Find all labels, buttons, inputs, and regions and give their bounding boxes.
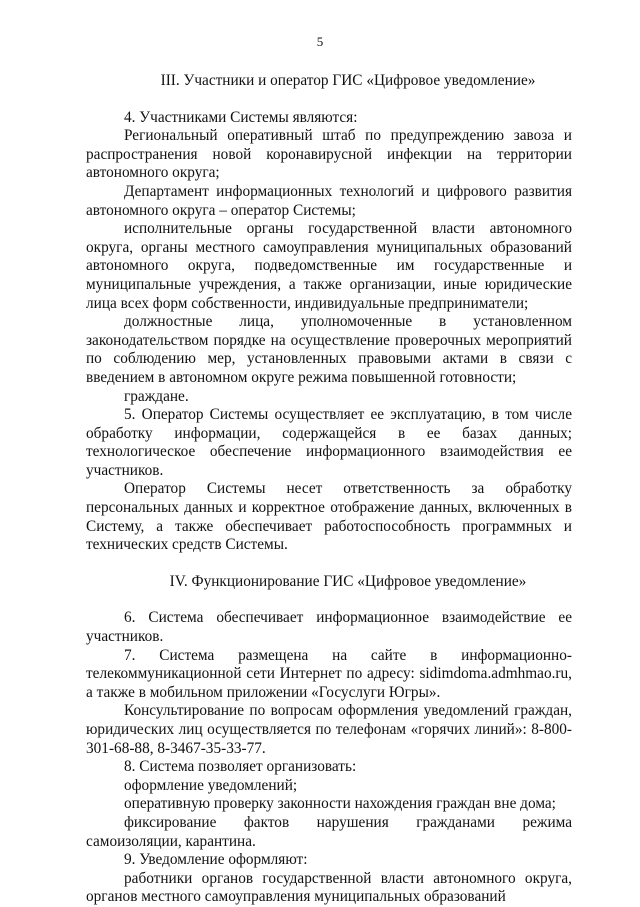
paragraph: 9. Уведомление оформляют: — [124, 851, 308, 869]
paragraph: работники органов государственной власти автономного округа, органов местного самоуправления муниципальных образований — [86, 869, 572, 906]
section-heading-4: IV. Функционирование ГИС «Цифровое уведомление» — [169, 572, 527, 590]
paragraph: 6. Система обеспечивает информационное взаимодействие ее участников. — [86, 609, 572, 646]
paragraph: Региональный оперативный штаб по предупреждению завоза и распространения новой коронавирусной инфекции на территории автономного округа; — [86, 127, 572, 182]
section-heading-3: III. Участники и оператор ГИС «Цифровое уведомление» — [160, 72, 536, 89]
paragraph: оформление уведомлений; — [124, 776, 298, 794]
paragraph: Департамент информационных технологий и цифрового развития автономного округа – оператор Системы; — [86, 182, 572, 219]
paragraph: фиксирование фактов нарушения гражданами режима самоизоляции, карантина. — [86, 813, 572, 850]
paragraph: 4. Участниками Системы являются: — [124, 108, 358, 126]
paragraph: 8. Система позволяет организовать: — [124, 758, 357, 776]
paragraph: 5. Оператор Системы осуществляет ее эксплуатацию, в том числе обработку информации, содержащейся в ее базах данных; технологическое обеспечение информационного взаимодействия ее участников. — [86, 406, 572, 479]
paragraph: исполнительные органы государственной власти автономного округа, органы местного самоуправления муниципальных образований автономного округа, подведомственные им государственные и муниципальные учреждения, а также организации, иные юридические лица всех форм собственности, индивидуальные предприниматели; — [86, 220, 572, 312]
document-body — [86, 72, 572, 907]
paragraph: оперативную проверку законности нахождения граждан вне дома; — [124, 795, 556, 813]
paragraph: Оператор Системы несет ответственность за обработку персональных данных и корректное отображение данных, включенных в Систему, а также обеспечивает работоспособность программных и технических средств Системы. — [86, 480, 572, 554]
page-number: 5 — [316, 34, 324, 49]
paragraph: Консультирование по вопросам оформления уведомлений граждан, юридических лиц осуществляется по телефонам «горячих линий»: 8-800-301-68-88, 8-3467-35-33-77. — [86, 702, 572, 757]
paragraph: граждане. — [124, 387, 189, 405]
paragraph: 7. Система размещена на сайте в информационно-телекоммуникационной сети Интернет по адресу: sidimdoma.admhmao.ru, а также в мобильном приложении «Госуслуги Югры». — [86, 646, 572, 701]
paragraph: должностные лица, уполномоченные в установленном законодательством порядке на осуществление проверочных мероприятий по соблюдению мер, установленных правовыми актами в связи с введением в автономном округе режима повышенной готовности; — [86, 313, 572, 386]
